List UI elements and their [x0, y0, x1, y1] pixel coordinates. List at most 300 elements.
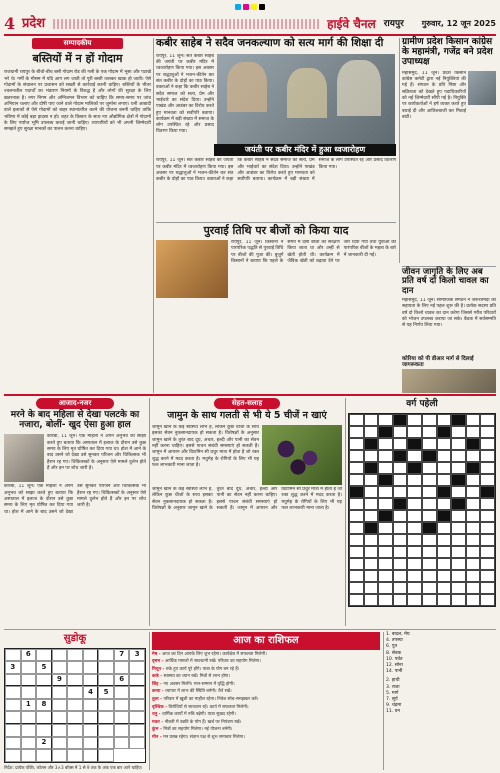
crossword-cell[interactable]: [451, 534, 466, 546]
rashi-item: [152, 689, 380, 695]
crossword-cell[interactable]: [451, 594, 466, 606]
crossword-cell[interactable]: [407, 582, 422, 594]
crossword-cell[interactable]: [451, 582, 466, 594]
crossword-cell[interactable]: [378, 594, 393, 606]
crossword-cell[interactable]: [378, 558, 393, 570]
crossword-cell[interactable]: [480, 594, 495, 606]
sudoku-cell[interactable]: [36, 749, 52, 762]
sudoku-cell[interactable]: 5: [36, 661, 52, 674]
sudoku-cell[interactable]: [67, 724, 83, 737]
rashi-text: नौकरी में उन्नति के योग हैं। खर्च पर नियंत्रण रखें।: [164, 719, 242, 725]
editorial-body: राजधानी रायपुर के बीचों-बीच बसी गोदाम रोड की गली के एक गोदाम में भूसा और पटाखे भरे थे। गर्मी के मौसम में यदि आग लग जाती तो पूरी बस्ती जलकर खाक हो जाती। ऐसे गोदामों के संचालन पर प्रशासन को सख्ती से कार्रवाई करनी चाहिए। बस्तियों के भीतर ज्वलनशील पदार्थों का भंडारण नियमों के विरुद्ध है और लोगों की सुरक्षा के लिए खतरनाक है। नगर निगम और अग्निशमन विभाग को चाहिए कि समय-समय पर जांच अभियान चलाए और दोषी पाए जाने वाले गोदाम मालिकों पर जुर्माना लगाए। घनी आबादी वाले इलाकों से ऐसे गोदामों को बाहर स्थानांतरित करने की योजना बननी चाहिए ताकि भविष्य में कोई बड़ा हादसा न हो। शहर के विस्तार के साथ नए औद्योगिक क्षेत्रों में गोदामों के लिए पर्याप्त भूमि उपलब्ध कराई जानी चाहिए। व्यापारियों को भी अपनी जिम्मेदारी समझते हुए सुरक्षा मानकों का पालन करना चाहिए।: [4, 70, 151, 133]
sudoku-cell[interactable]: 4: [83, 686, 99, 699]
crossword-cell[interactable]: [466, 450, 481, 462]
sudoku-cell[interactable]: [129, 686, 145, 699]
sudoku-cell[interactable]: 9: [52, 674, 68, 687]
crossword-cell[interactable]: [451, 486, 466, 498]
crossword-cell[interactable]: [437, 546, 452, 558]
crossword-cell[interactable]: [480, 570, 495, 582]
row-divider: [4, 629, 496, 630]
sudoku-cell[interactable]: [5, 674, 21, 687]
rashifal-title: आज का राशिफल: [152, 632, 380, 650]
crossword-cell[interactable]: [422, 462, 437, 474]
sudoku-cell[interactable]: 8: [36, 699, 52, 712]
story-jeevan: [402, 268, 496, 353]
jamun-body: जामुन खाने के कई स्वास्थ्य लाभ हैं, लेकिन कुछ चीजों के साथ इसका सेवन नुकसानदायक हो सकता है। विशेषज्ञों के अनुसार जामुन खाने के तुरंत बाद दूध, अचार, हल्दी और पानी का सेवन नहीं करना चाहिए। इससे पाचन संबंधी समस्याएं हो सकती हैं। जामुन में आयरन और विटामिन सी प्रचुर मात्रा में होता है जो रक्त शुद्ध करने में मदद करता है। मधुमेह के रोगियों के लिए भी यह फल लाभकारी माना जाता है।: [152, 424, 259, 468]
crossword-cell[interactable]: [364, 510, 379, 522]
crossword-cell: [407, 462, 422, 474]
sudoku-cell[interactable]: [67, 699, 83, 712]
crossword-cell[interactable]: [480, 558, 495, 570]
crossword-cell[interactable]: [437, 558, 452, 570]
crossword-clues: [386, 632, 496, 770]
crossword-cell[interactable]: [466, 426, 481, 438]
crossword-cell[interactable]: [422, 546, 437, 558]
crossword-cell[interactable]: [466, 570, 481, 582]
crossword-cell[interactable]: [407, 522, 422, 534]
sudoku-cell[interactable]: 7: [114, 649, 130, 662]
crossword-cell[interactable]: [349, 594, 364, 606]
crossword-cell[interactable]: [480, 582, 495, 594]
crossword-cell[interactable]: [437, 438, 452, 450]
editorial-column: [4, 38, 151, 393]
crossword-cell[interactable]: [480, 426, 495, 438]
crossword-cell: [451, 414, 466, 426]
crossword-cell: [437, 510, 452, 522]
crossword-cell[interactable]: [407, 570, 422, 582]
crossword-cell[interactable]: [422, 474, 437, 486]
crossword-cell[interactable]: [407, 534, 422, 546]
crossword-cell[interactable]: [393, 534, 408, 546]
crossword-cell[interactable]: [349, 474, 364, 486]
crossword-cell[interactable]: [349, 546, 364, 558]
crossword-cell[interactable]: [378, 438, 393, 450]
crossword-cell[interactable]: [480, 546, 495, 558]
sudoku-cell[interactable]: [129, 661, 145, 674]
crossword-cell[interactable]: [480, 450, 495, 462]
kabir-body-cont: रायपुर, 11 जून। संत कबीर साहेब की जयंती पर कबीर मंदिर में ध्वजारोहण किया गया। इस अवसर पर श्रद्धालुओं ने भजन-कीर्तन कर संत कबीर के दोहों का पाठ किया। वक्ताओं ने कहा कि कबीर साहेब ने सदैव समाज को सत्य, प्रेम और भाईचारे का संदेश दिया। उन्होंने पाखंड और आडंबर का विरोध करते हुए मानवता को सर्वोपरि बताया। कार्यक्रम में बड़ी संख्या में समाज के लोग उपस्थित रहे और प्रसाद वितरण किया गया।: [156, 158, 396, 183]
crossword-cell[interactable]: [466, 474, 481, 486]
sudoku-cell[interactable]: [36, 674, 52, 687]
crossword-cell[interactable]: [422, 510, 437, 522]
crossword-cell[interactable]: [393, 474, 408, 486]
crossword-cell[interactable]: [364, 486, 379, 498]
crossword-cell[interactable]: [480, 510, 495, 522]
crossword-cell[interactable]: [349, 414, 364, 426]
sudoku-cell[interactable]: 3: [5, 661, 21, 674]
crossword-cell[interactable]: [466, 558, 481, 570]
crossword-cell[interactable]: [349, 426, 364, 438]
crossword-cell[interactable]: [349, 534, 364, 546]
column-divider: [153, 38, 154, 393]
crossword-cell[interactable]: [466, 582, 481, 594]
crossword-cell: [422, 450, 437, 462]
sudoku-cell[interactable]: [98, 749, 114, 762]
crossword-cell[interactable]: [466, 594, 481, 606]
crossword-cell: [422, 522, 437, 534]
crossword-cell[interactable]: [407, 414, 422, 426]
sanjay-body-cont: कोरबा, 11 जून। एक महिला ने अपने अनुभव को साझा करते हुए बताया कि अस्पताल में इलाज के दौरान उसे कुछ समय के लिए मृत घोषित कर दिया गया था। होश में आने के बाद उसने जो देखा उसे सुनकर परिजन और चिकित्सक भी हैरान रह गए। चिकित्सकों के अनुसार ऐसे मामले दुर्लभ होते हैं और इन पर शोध जारी है।: [4, 484, 146, 515]
crossword-cell[interactable]: [393, 594, 408, 606]
crossword-cell[interactable]: [451, 450, 466, 462]
crossword-cell[interactable]: [466, 414, 481, 426]
sudoku-cell[interactable]: [52, 749, 68, 762]
crossword-cell[interactable]: [422, 570, 437, 582]
rashi-item: [152, 705, 380, 711]
sudoku-cell[interactable]: [129, 724, 145, 737]
sudoku-cell[interactable]: [36, 724, 52, 737]
crossword-cell[interactable]: [407, 474, 422, 486]
crossword-cell: [480, 486, 495, 498]
sudoku-cell[interactable]: 6: [114, 674, 130, 687]
crossword-cell[interactable]: [422, 582, 437, 594]
sudoku-cell[interactable]: [52, 699, 68, 712]
crossword-cell[interactable]: [364, 498, 379, 510]
rashi-text: रुके हुए कार्य पूरे होंगे। यात्रा के योग बन रहे हैं।: [165, 666, 240, 672]
sudoku-cell[interactable]: [83, 674, 99, 687]
crossword-cell[interactable]: [349, 558, 364, 570]
crossword-cell: [437, 426, 452, 438]
rashi-text: मित्रों का सहयोग मिलेगा। नई योजना बनेगी।: [163, 727, 233, 733]
rashifal-list: [152, 652, 380, 741]
crossword-cell[interactable]: [407, 498, 422, 510]
sudoku-cell[interactable]: [52, 661, 68, 674]
crossword-cell[interactable]: [437, 498, 452, 510]
crossword-cell[interactable]: [393, 486, 408, 498]
editorial-title: बस्तियों में न हों गोदाम: [32, 52, 123, 66]
sudoku-cell[interactable]: [21, 737, 37, 750]
crossword-cell[interactable]: [407, 486, 422, 498]
column-divider: [399, 38, 400, 263]
rashi-name: मीन -: [152, 734, 164, 740]
crossword-cell[interactable]: [422, 414, 437, 426]
sudoku-cell[interactable]: [83, 661, 99, 674]
crossword-cell[interactable]: [407, 558, 422, 570]
crossword-cell[interactable]: [437, 570, 452, 582]
crossword-cell[interactable]: [407, 426, 422, 438]
rashi-name: कर्क -: [152, 674, 164, 680]
crossword-cell[interactable]: [480, 498, 495, 510]
column-divider: [345, 398, 346, 626]
story-kisan: [402, 38, 496, 263]
crossword-cell[interactable]: [364, 474, 379, 486]
sudoku-cell[interactable]: [52, 649, 68, 662]
clue-item: 14. पानी: [386, 669, 403, 675]
korba-headline: कोरिया को पी डीआर मार्ग से दिलाई जागरूकता: [402, 356, 474, 369]
crossword-cell[interactable]: [378, 450, 393, 462]
sudoku-cell[interactable]: [21, 686, 37, 699]
sudoku-cell[interactable]: [98, 724, 114, 737]
sudoku-cell[interactable]: [52, 724, 68, 737]
story-korba: [402, 356, 496, 392]
crossword-cell[interactable]: [378, 462, 393, 474]
crossword-cell[interactable]: [393, 546, 408, 558]
crossword-cell[interactable]: [437, 582, 452, 594]
sudoku-cell[interactable]: 6: [21, 649, 37, 662]
rashi-text: परिवार में खुशी का माहौल रहेगा। निवेश सोच-समझकर करें।: [163, 696, 259, 702]
rashi-name: मिथुन -: [152, 666, 166, 672]
crossword-cell[interactable]: [451, 558, 466, 570]
crossword-cell[interactable]: [378, 486, 393, 498]
crossword-cell: [407, 438, 422, 450]
sudoku-cell[interactable]: 2: [36, 737, 52, 750]
sudoku-cell[interactable]: [129, 674, 145, 687]
sudoku-cell[interactable]: [5, 724, 21, 737]
rashi-name: वृश्चिक -: [152, 704, 169, 710]
sudoku-cell[interactable]: [98, 661, 114, 674]
sudoku-cell[interactable]: [5, 711, 21, 724]
sudoku-grid[interactable]: [4, 648, 146, 763]
crossword-cell[interactable]: [378, 534, 393, 546]
sudoku-cell[interactable]: [21, 724, 37, 737]
crossword-cell[interactable]: [349, 570, 364, 582]
sudoku-cell[interactable]: [67, 674, 83, 687]
sudoku-cell[interactable]: [114, 724, 130, 737]
crossword-cell[interactable]: [422, 438, 437, 450]
sudoku-cell[interactable]: [52, 686, 68, 699]
crossword-cell[interactable]: [364, 558, 379, 570]
crossword-cell[interactable]: [451, 438, 466, 450]
crossword-cell[interactable]: [437, 450, 452, 462]
rashi-name: तुला -: [152, 696, 164, 702]
sudoku-cell[interactable]: [67, 649, 83, 662]
band-divider: [4, 394, 496, 396]
crossword-cell[interactable]: [393, 522, 408, 534]
crossword-cell[interactable]: [422, 426, 437, 438]
purvai-headline: पुरवाई तिथि पर बीजों को किया याद: [203, 224, 349, 237]
sudoku-cell[interactable]: [21, 711, 37, 724]
crossword-cell[interactable]: [422, 594, 437, 606]
sudoku-cell[interactable]: [83, 737, 99, 750]
sudoku-cell[interactable]: [5, 649, 21, 662]
crossword-cell[interactable]: [349, 510, 364, 522]
crossword-cell[interactable]: [466, 546, 481, 558]
sudoku-cell[interactable]: [83, 724, 99, 737]
crossword-cell[interactable]: [364, 426, 379, 438]
sudoku-cell[interactable]: [67, 711, 83, 724]
clue-item: 2. हाथी: [386, 678, 400, 684]
sudoku-title: सुडोकू: [63, 633, 87, 644]
purvai-photo: [156, 240, 228, 298]
column-divider: [149, 632, 150, 770]
crossword-cell[interactable]: [451, 510, 466, 522]
crossword-cell[interactable]: [349, 438, 364, 450]
header-city: रायपुर: [383, 18, 404, 29]
crossword-cell[interactable]: [422, 534, 437, 546]
crossword-cell[interactable]: [451, 522, 466, 534]
sudoku-cell[interactable]: [52, 737, 68, 750]
rashi-text: धार्मिक कार्यों में रुचि बढ़ेगी। यात्रा सुखद रहेगी।: [162, 712, 236, 718]
crossword-title: वर्ग पहेली: [406, 399, 438, 409]
crossword-cell[interactable]: [393, 438, 408, 450]
clue-item: 12. सोना: [386, 662, 403, 668]
crossword-cell: [349, 486, 364, 498]
sudoku-cell[interactable]: [5, 699, 21, 712]
cmyk-strip: [0, 0, 500, 14]
clue-item: 5. मार्ग: [386, 690, 399, 696]
sudoku-cell[interactable]: [21, 661, 37, 674]
sanjay-photo: [4, 434, 44, 482]
sudoku-cell[interactable]: [98, 649, 114, 662]
crossword-cell[interactable]: [393, 426, 408, 438]
rashi-text: व्यापार में लाभ की स्थिति बनेगी। धैर्य रखें।: [165, 689, 232, 695]
crossword-cell[interactable]: [480, 414, 495, 426]
crossword-cell[interactable]: [349, 522, 364, 534]
sudoku-cell[interactable]: [67, 737, 83, 750]
crossword-cell[interactable]: [480, 522, 495, 534]
crossword-cell[interactable]: [393, 558, 408, 570]
crossword-cell[interactable]: [466, 534, 481, 546]
sudoku-cell[interactable]: [114, 699, 130, 712]
sudoku-cell[interactable]: [67, 749, 83, 762]
sudoku-cell[interactable]: [83, 649, 99, 662]
clues-down: [386, 678, 496, 715]
crossword-cell[interactable]: [349, 582, 364, 594]
sudoku-cell[interactable]: [67, 661, 83, 674]
crossword-cell: [364, 462, 379, 474]
clue-item: 10. पर्वत: [386, 656, 403, 662]
sudoku-cell[interactable]: [114, 711, 130, 724]
crossword-cell[interactable]: [407, 510, 422, 522]
crossword-cell[interactable]: [437, 534, 452, 546]
crossword-cell[interactable]: [393, 510, 408, 522]
sudoku-cell[interactable]: [67, 686, 83, 699]
crossword-cell[interactable]: [378, 582, 393, 594]
rashi-text: मन प्रसन्न रहेगा। संतान पक्ष से शुभ समाचार मिलेगा।: [163, 734, 245, 740]
crossword-cell[interactable]: [437, 462, 452, 474]
sudoku-cell[interactable]: [5, 686, 21, 699]
crossword-cell[interactable]: [378, 546, 393, 558]
crossword-cell[interactable]: [480, 534, 495, 546]
sudoku-cell[interactable]: [114, 661, 130, 674]
crossword-cell[interactable]: [407, 594, 422, 606]
sudoku-cell[interactable]: [98, 737, 114, 750]
jamun-headline: जामुन के साथ गलती से भी ये 5 चीजें न खाएं: [167, 410, 327, 422]
sudoku-cell[interactable]: [83, 749, 99, 762]
sudoku-cell[interactable]: [83, 711, 99, 724]
crossword-cell[interactable]: [407, 450, 422, 462]
sudoku-cell[interactable]: [36, 686, 52, 699]
crossword-cell[interactable]: [437, 522, 452, 534]
crossword-cell[interactable]: [407, 546, 422, 558]
sudoku-cell[interactable]: [52, 711, 68, 724]
sudoku-cell[interactable]: [129, 699, 145, 712]
jamun-photo: [262, 425, 342, 485]
crossword-cell[interactable]: [466, 486, 481, 498]
crossword-cell[interactable]: [480, 438, 495, 450]
crossword-cell: [451, 498, 466, 510]
clue-item: 11. वन: [386, 709, 400, 715]
crossword-cell[interactable]: [437, 414, 452, 426]
crossword-cell[interactable]: [393, 570, 408, 582]
masthead: हाईवे चैनल: [327, 16, 376, 31]
sudoku-cell[interactable]: 3: [129, 649, 145, 662]
crossword-cell[interactable]: [480, 462, 495, 474]
rashi-item: [152, 727, 380, 733]
sudoku-cell[interactable]: [21, 674, 37, 687]
sudoku-cell[interactable]: 1: [21, 699, 37, 712]
kabir-caption: जयंती पर कबीर मंदिर में हुआ ध्वजारोहण: [214, 144, 396, 157]
crossword-cell[interactable]: [349, 450, 364, 462]
sudoku-cell[interactable]: [114, 737, 130, 750]
crossword-cell: [393, 498, 408, 510]
sudoku-cell[interactable]: 5: [98, 686, 114, 699]
sudoku-cell[interactable]: [21, 749, 37, 762]
rashi-item: [152, 682, 380, 688]
crossword-cell[interactable]: [364, 414, 379, 426]
jeevan-body: महासमुंद, 11 जून। सामाजिक संगठन ने जरूरतमंदों की सहायता के लिए नई पहल शुरू की है। प्रत्येक सदस्य प्रति वर्ष दो किलो चावल का दान करेगा जिससे गरीब परिवारों को भोजन उपलब्ध कराया जा सके। बैठक में सर्वसम्मति से यह निर्णय लिया गया।: [402, 298, 496, 329]
sanjay-tag: आजाद-नजर: [36, 398, 114, 409]
crossword-cell[interactable]: [364, 570, 379, 582]
sanjay-body: कोरबा, 11 जून। एक महिला ने अपने अनुभव को साझा करते हुए बताया कि अस्पताल में इलाज के दौरान उसे कुछ समय के लिए मृत घोषित कर दिया गया था। होश में आने के बाद उसने जो देखा उसे सुनकर परिजन और चिकित्सक भी हैरान रह गए। चिकित्सकों के अनुसार ऐसे मामले दुर्लभ होते हैं और इन पर शोध जारी है।: [47, 434, 146, 471]
sudoku-cell[interactable]: [114, 686, 130, 699]
crossword-cell[interactable]: [437, 594, 452, 606]
crossword-cell[interactable]: [349, 462, 364, 474]
rashi-name: धनु -: [152, 712, 163, 718]
crossword-cell[interactable]: [422, 498, 437, 510]
crossword-cell[interactable]: [393, 462, 408, 474]
crossword-cell[interactable]: [364, 450, 379, 462]
crossword-cell[interactable]: [422, 558, 437, 570]
jamun-tag: सेहत-सलाह: [214, 398, 280, 409]
crossword-cell[interactable]: [364, 546, 379, 558]
crossword-cell[interactable]: [466, 522, 481, 534]
crossword-cell[interactable]: [466, 498, 481, 510]
crossword-cell[interactable]: [466, 510, 481, 522]
sudoku-cell[interactable]: [98, 711, 114, 724]
crossword-cell: [378, 474, 393, 486]
crossword-cell[interactable]: [378, 414, 393, 426]
sudoku-cell[interactable]: [129, 711, 145, 724]
crossword-cell[interactable]: [378, 522, 393, 534]
crossword-cell[interactable]: [393, 582, 408, 594]
row-divider: [156, 222, 396, 223]
crossword-cell[interactable]: [480, 474, 495, 486]
crossword-cell[interactable]: [349, 498, 364, 510]
sudoku-cell[interactable]: [98, 699, 114, 712]
sudoku-cell[interactable]: [36, 649, 52, 662]
sudoku-cell[interactable]: [5, 749, 21, 762]
crossword-cell: [466, 438, 481, 450]
kabir-photo: [217, 54, 395, 144]
sudoku-cell[interactable]: [129, 737, 145, 750]
sudoku-cell[interactable]: [83, 699, 99, 712]
crossword-grid[interactable]: [348, 413, 496, 607]
crossword-cell[interactable]: [451, 546, 466, 558]
crossword-cell[interactable]: [422, 486, 437, 498]
sudoku-cell[interactable]: [36, 711, 52, 724]
crossword-cell[interactable]: [364, 582, 379, 594]
crossword-cell[interactable]: [364, 534, 379, 546]
crossword-cell[interactable]: [451, 462, 466, 474]
crossword-section: [348, 398, 496, 626]
crossword-cell[interactable]: [378, 570, 393, 582]
rashi-item: [152, 697, 380, 703]
rashi-item: [152, 659, 380, 665]
crossword-cell[interactable]: [437, 474, 452, 486]
sudoku-cell[interactable]: [98, 674, 114, 687]
sudoku-cell[interactable]: [5, 737, 21, 750]
crossword-cell[interactable]: [364, 594, 379, 606]
rashi-text: नए अवसर मिलेंगे। मान-सम्मान में वृद्धि होगी।: [163, 681, 235, 687]
crossword-cell[interactable]: [378, 498, 393, 510]
clue-item: 3. राजा: [386, 684, 400, 690]
crossword-cell[interactable]: [451, 426, 466, 438]
rashi-item: [152, 712, 380, 718]
crossword-cell[interactable]: [451, 570, 466, 582]
kisan-headline: ग्रामीण प्रदेश किसान कांग्रेस के महामंत्री, गजेंद्र बने प्रदेश उपाध्यक्ष: [402, 37, 493, 67]
story-sanjay: [4, 398, 146, 626]
